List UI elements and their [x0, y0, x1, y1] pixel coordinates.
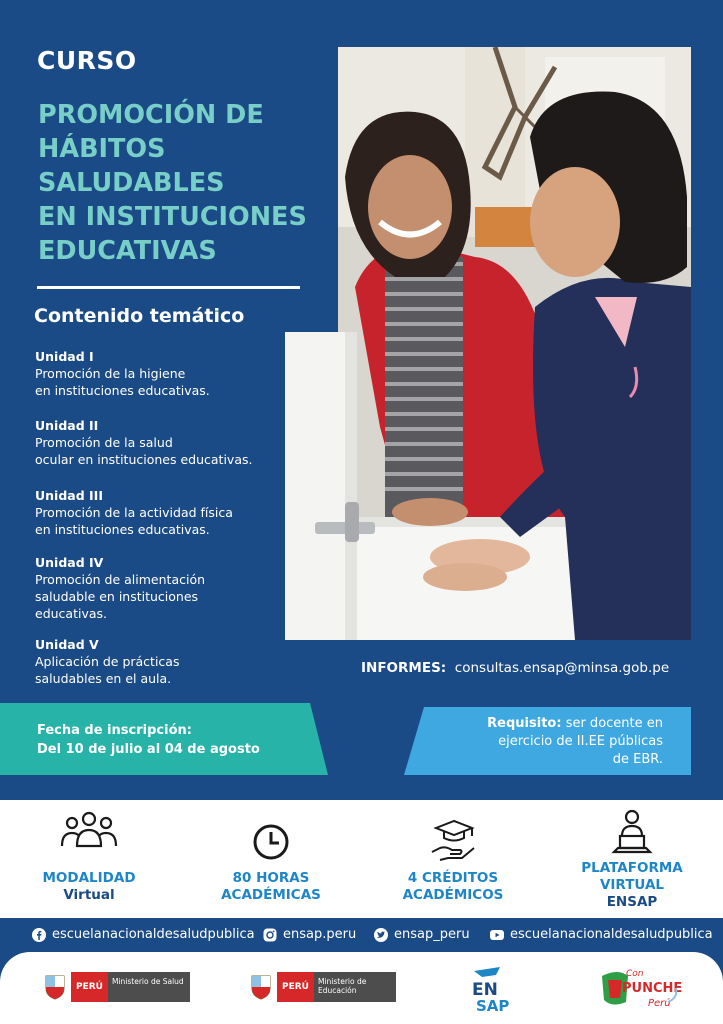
unit-title: Unidad IV [35, 555, 104, 570]
ensap-logo [470, 963, 518, 1017]
unit-item [35, 348, 210, 399]
unit-desc: educativas. [35, 606, 107, 621]
unit-desc: saludable en instituciones [35, 589, 199, 604]
unit-desc: ocular en instituciones educativas. [35, 452, 253, 467]
title-line: PROMOCIÓN DE [38, 100, 264, 130]
section-heading: Contenido temático [34, 305, 245, 327]
unit-desc: Aplicación de prácticas [35, 654, 180, 669]
ensap-wordmark: EN [472, 980, 498, 1000]
facebook-icon [32, 928, 46, 942]
registration-label: Fecha de inscripción: [37, 723, 192, 738]
requirement-label: Requisito: [487, 716, 562, 731]
requirement-line: de EBR. [612, 752, 663, 767]
contact-info [361, 660, 669, 676]
feature-label [14, 870, 164, 904]
feature-label [378, 870, 528, 904]
feature-creditos [378, 808, 528, 904]
unit-desc: Promoción de la salud [35, 435, 173, 450]
requirement-line: ejercicio de II.EE públicas [498, 734, 663, 749]
feature-label [196, 870, 346, 904]
informes-label: INFORMES: [361, 660, 447, 676]
unit-item [35, 554, 205, 622]
title-line: EDUCATIVAS [38, 236, 217, 266]
feature-line: 4 CRÉDITOS [407, 870, 499, 886]
social-twitter[interactable] [374, 927, 470, 942]
ensap-wordmark: SAP [476, 997, 510, 1013]
twitter-icon [374, 928, 388, 942]
feature-line: Virtual [63, 887, 115, 903]
con-punche-peru-logo [598, 962, 682, 1018]
unit-desc: Promoción de la higiene [35, 366, 186, 381]
feature-line: VIRTUAL [599, 877, 665, 893]
registration-date [37, 721, 260, 759]
social-handle: ensap.peru [283, 927, 357, 942]
unit-desc: en instituciones educativas. [35, 383, 210, 398]
feature-line: PLATAFORMA [581, 860, 683, 876]
feature-line: ENSAP [606, 894, 658, 910]
feature-horas [196, 808, 346, 904]
unit-desc: Promoción de la actividad física [35, 505, 233, 520]
unit-item [35, 417, 252, 468]
unit-title: Unidad I [35, 349, 94, 364]
ministry-name: Ministerio de Salud [108, 972, 190, 1002]
peru-shield-icon [250, 974, 272, 1000]
title-line: EN INSTITUCIONES [38, 202, 307, 232]
minedu-logo [250, 971, 396, 1003]
unit-title: Unidad II [35, 418, 99, 433]
unit-title: Unidad V [35, 637, 99, 652]
minsa-logo [44, 971, 190, 1003]
unit-item [35, 636, 179, 687]
punche-main: PUNCHE [622, 981, 682, 996]
punche-peru: Perú [648, 998, 671, 1009]
feature-plataforma [557, 808, 707, 911]
unit-desc: en instituciones educativas. [35, 522, 210, 537]
requirement-line: ser docente en [565, 716, 663, 731]
social-youtube[interactable] [490, 927, 713, 942]
graduation-cap-icon [428, 816, 478, 866]
unit-desc: saludables en el aula. [35, 671, 172, 686]
instagram-icon [263, 928, 277, 942]
unit-title: Unidad III [35, 488, 103, 503]
peru-label: PERÚ [277, 972, 314, 1002]
feature-line: MODALIDAD [42, 870, 136, 886]
social-instagram[interactable] [263, 927, 356, 942]
social-handle: ensap_peru [394, 927, 470, 942]
handwashing-photo [285, 47, 691, 640]
social-handle: escuelanacionaldesaludpublica [510, 927, 713, 942]
title-divider [37, 286, 300, 289]
feature-line: 80 HORAS [232, 870, 310, 886]
laptop-user-icon [610, 808, 654, 856]
unit-item [35, 487, 233, 538]
feature-modalidad [14, 808, 164, 904]
ministry-name: Ministerio de Educación [314, 972, 396, 1002]
course-kicker: CURSO [37, 46, 137, 75]
feature-line: ACADÉMICOS [402, 887, 504, 903]
social-facebook[interactable] [32, 927, 255, 942]
punche-con: Con [626, 969, 644, 979]
feature-label [557, 860, 707, 911]
title-line: HÁBITOS [38, 134, 166, 164]
youtube-icon [490, 928, 504, 942]
contact-email-link[interactable]: consultas.ensap@minsa.gob.pe [454, 660, 670, 676]
clock-icon [249, 820, 293, 864]
group-icon [59, 808, 119, 852]
feature-line: ACADÉMICAS [221, 887, 321, 903]
social-handle: escuelanacionaldesaludpublica [52, 927, 255, 942]
requirement-text [430, 715, 663, 769]
registration-value: Del 10 de julio al 04 de agosto [37, 742, 260, 757]
title-line: SALUDABLES [38, 168, 225, 198]
peru-shield-icon [44, 974, 66, 1000]
peru-label: PERÚ [71, 972, 108, 1002]
unit-desc: Promoción de alimentación [35, 572, 206, 587]
